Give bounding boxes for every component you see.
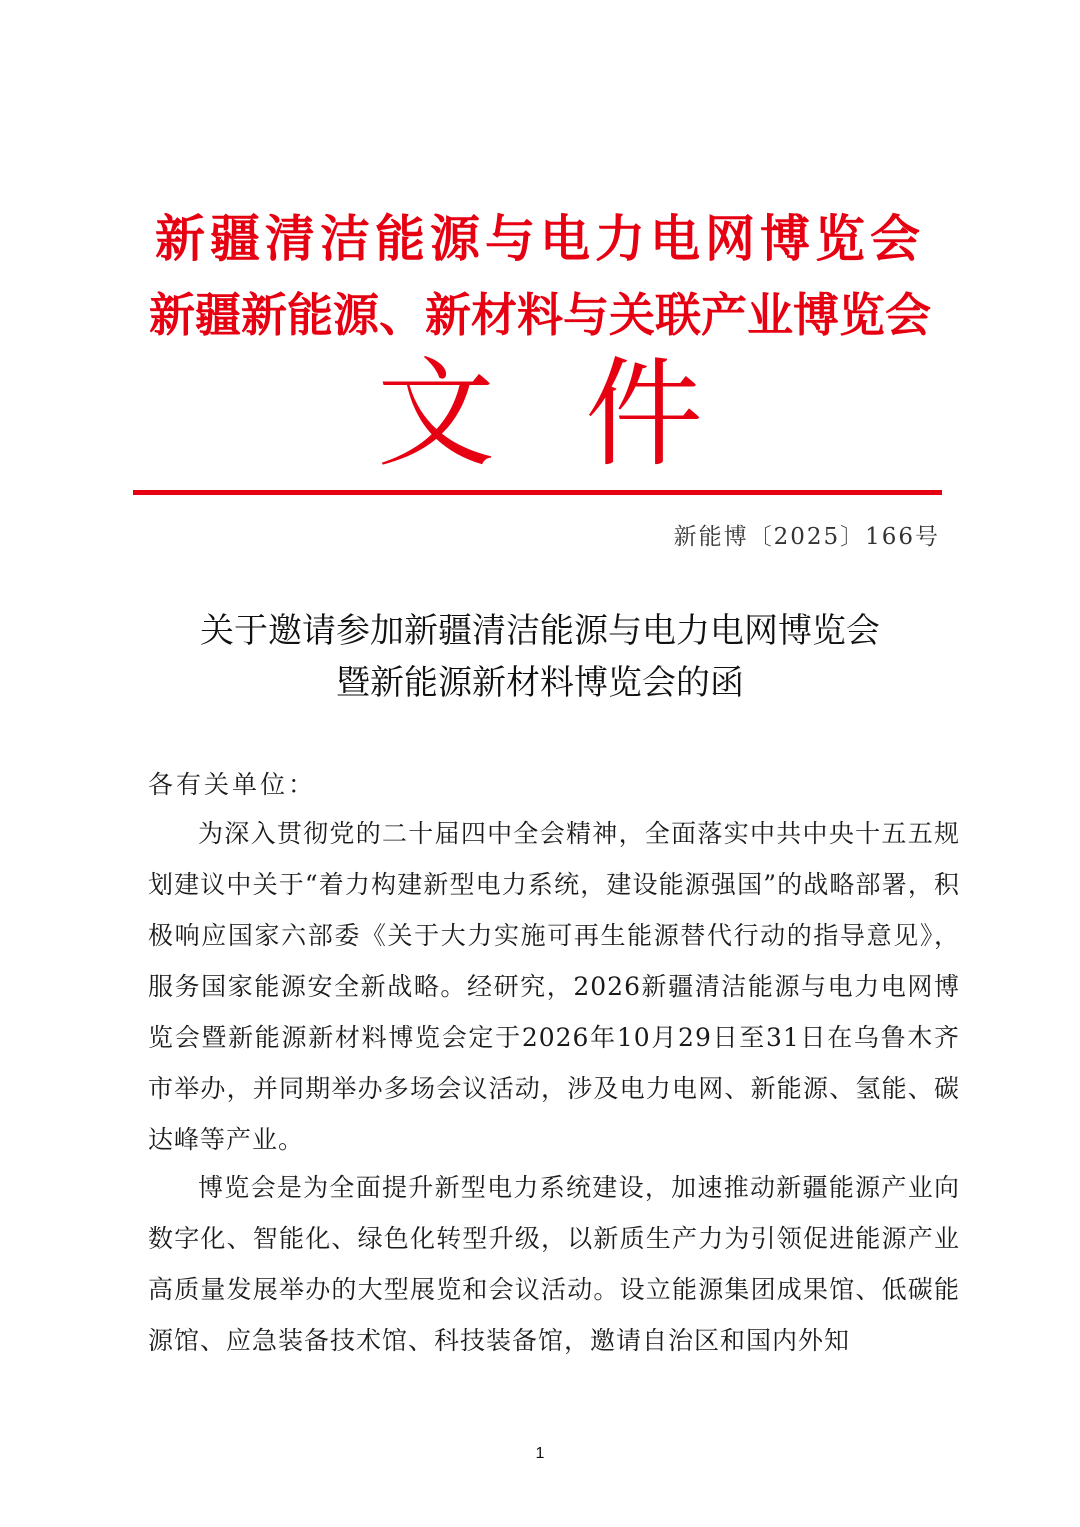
document-type-heading: 文件 (376, 345, 793, 483)
salutation: 各有关单位： (148, 770, 317, 799)
body-paragraph-2: 博览会是为全面提升新型电力系统建设，加速推动新疆能源产业向数字化、智能化、绿色化转型升级，以新质生产力为引领促进能源产业高质量发展举办的大型展览和会议活动。设立能源集团成果馆、低碳能源馆、应急装备技术馆、科技装备馆，邀请自治区和国内外知 (148, 1173, 960, 1355)
letter-title-line-1: 关于邀请参加新疆清洁能源与电力电网博览会 (200, 611, 880, 651)
page-number: 1 (535, 1445, 545, 1462)
issuer-line-1: 新疆清洁能源与电力电网博览会 (155, 210, 925, 268)
letter-title-line-2: 暨新能源新材料博览会的函 (336, 663, 744, 703)
body-paragraph-1: 为深入贯彻党的二十届四中全会精神，全面落实中共中央十五五规划建议中关于“着力构建新型电力系统，建设能源强国”的战略部署，积极响应国家六部委《关于大力实施可再生能源替代行动的指导意见》，服务国家能源安全新战略。经研究，2026新疆清洁能源与电力电网博览会暨新能源新材料博览会定于2026年10月29日至31日在乌鲁木齐市举办，并同期举办多场会议活动，涉及电力电网、新能源、氢能、碳达峰等产业。 (148, 819, 960, 1154)
issuer-line-2: 新疆新能源、新材料与关联产业博览会 (149, 288, 931, 342)
document-number: 新能博〔2025〕166号 (673, 524, 940, 550)
red-header-divider (133, 490, 942, 495)
